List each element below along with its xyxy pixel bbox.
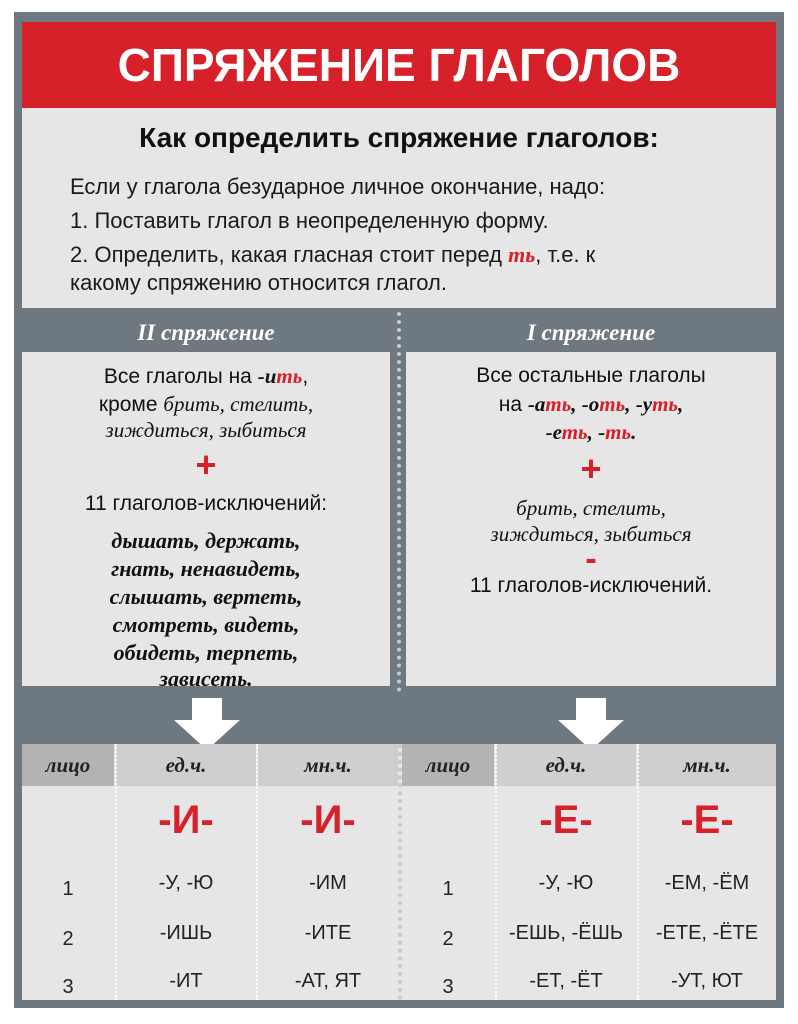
left-rule-ending-vowel: -и xyxy=(257,364,277,388)
left-exception-line-3: слышать, вертеть, xyxy=(109,584,303,609)
table-center-divider xyxy=(398,744,402,1000)
table-cell-ii-sg-2: -ИШЬ xyxy=(159,922,213,944)
table-cell-ii-pl-2: -ИТЕ xyxy=(304,922,352,944)
intro-ending-highlight: ть xyxy=(508,242,536,267)
left-except-words-1: брить, стелить, xyxy=(163,392,314,416)
table-header-singular-ii: ед.ч. xyxy=(116,744,256,786)
right-words-1: брить, стелить, xyxy=(516,496,666,520)
left-except-prefix: кроме xyxy=(98,393,164,416)
left-rule-ending-suffix: ть xyxy=(276,364,303,388)
left-exception-line-6: зависеть. xyxy=(159,666,253,691)
intro-heading: Как определить спряжение глаголов: xyxy=(139,122,659,153)
intro-line-1: Если у глагола безударное личное окончание, надо: xyxy=(70,174,606,199)
left-rule-line xyxy=(22,364,390,389)
right-endings-prefix: на xyxy=(498,393,528,416)
right-ending-e-sep: , xyxy=(587,420,599,444)
left-exception-line-4: смотреть, видеть, xyxy=(112,612,300,637)
table-person-2-ii: 2 xyxy=(62,928,74,950)
arrow-down-icon xyxy=(556,698,626,750)
right-ending-o-vowel: -о xyxy=(581,392,600,416)
right-ending-u-sep: , xyxy=(678,392,684,416)
right-ending-a-suffix: ть xyxy=(545,392,572,416)
table-person-2-i: 2 xyxy=(442,928,454,950)
right-ending-o-suffix: ть xyxy=(599,392,626,416)
right-ending-t-sep: . xyxy=(631,420,637,444)
table-header-singular-i: ед.ч. xyxy=(496,744,636,786)
right-endings-line-1 xyxy=(406,392,776,417)
table-cell-i-pl-2: -ЕТЕ, -ЁТЕ xyxy=(655,922,759,944)
left-except-line xyxy=(22,392,390,417)
right-ending-t-dash: - xyxy=(598,420,606,444)
right-minus-sign: - xyxy=(585,540,597,578)
table-cell-ii-sg-1: -У, -Ю xyxy=(158,872,214,894)
right-exceptions-count: 11 глаголов-исключений. xyxy=(469,574,713,597)
left-column-body xyxy=(22,352,390,691)
column-divider xyxy=(397,312,401,692)
right-endings-line-2 xyxy=(406,420,776,445)
table-person-1-i: 1 xyxy=(442,878,454,900)
right-plus-sign: + xyxy=(580,448,602,489)
left-column-header: II спряжение xyxy=(137,320,275,345)
table-cell-ii-pl-3: -АТ, ЯТ xyxy=(294,970,362,992)
intro-line-4: какому спряжению относится глагол. xyxy=(70,270,447,295)
right-column-header: I спряжение xyxy=(526,320,656,345)
left-rule-prefix: Все глаголы на xyxy=(103,365,258,388)
vowel-i-singular: -Е- xyxy=(539,798,593,842)
right-ending-u-suffix: ть xyxy=(652,392,678,416)
right-rule-line: Все остальные глаголы xyxy=(476,364,706,387)
right-column-body xyxy=(406,352,776,686)
right-words-2: зиждиться, зыбиться xyxy=(490,522,692,546)
table-cell-ii-pl-1: -ИМ xyxy=(309,872,347,894)
left-except-words-2: зиждиться, зыбиться xyxy=(105,418,307,442)
left-exception-line-2: гнать, ненавидеть, xyxy=(111,556,301,581)
right-ending-a-sep: , xyxy=(571,392,582,416)
intro-panel xyxy=(22,108,776,308)
table-cell-i-sg-3: -ЕТ, -ЁТ xyxy=(529,970,603,992)
right-ending-t-suffix: ть xyxy=(605,420,632,444)
right-ending-u-vowel: -у xyxy=(635,392,653,416)
intro-line-3-tail: , т.е. к xyxy=(535,242,596,267)
table-header-person-i: лицо xyxy=(402,744,494,786)
right-ending-a-vowel: -а xyxy=(527,392,546,416)
table-cell-i-pl-1: -ЕМ, -ЁМ xyxy=(664,872,750,894)
table-cell-i-sg-1: -У, -Ю xyxy=(538,872,594,894)
left-rule-comma: , xyxy=(302,365,309,388)
poster-title: СПРЯЖЕНИЕ ГЛАГОЛОВ xyxy=(22,22,776,108)
table-person-3-ii: 3 xyxy=(62,976,74,998)
table-header-plural-ii: мн.ч. xyxy=(258,744,398,786)
table-cell-ii-sg-3: -ИТ xyxy=(169,970,203,992)
intro-line-2: 1. Поставить глагол в неопределенную форму. xyxy=(70,208,549,233)
table-cell-i-pl-3: -УТ, ЮТ xyxy=(671,970,743,992)
table-cell-i-sg-2: -ЕШЬ, -ЁШЬ xyxy=(508,922,624,944)
right-ending-e-vowel: -е xyxy=(545,420,562,444)
vowel-ii-plural: -И- xyxy=(300,798,356,842)
table-person-3-i: 3 xyxy=(442,976,454,998)
left-exception-line-1: дышать, держать, xyxy=(111,528,301,553)
left-exception-line-5: обидеть, терпеть, xyxy=(113,640,299,665)
right-ending-o-sep: , xyxy=(625,392,636,416)
table-person-1-ii: 1 xyxy=(62,878,74,900)
vowel-i-plural: -Е- xyxy=(680,798,734,842)
vowel-ii-singular: -И- xyxy=(158,798,214,842)
table-header-person-ii: лицо xyxy=(22,744,114,786)
endings-table xyxy=(22,744,776,1000)
right-ending-e-suffix: ть xyxy=(561,420,588,444)
left-plus-sign: + xyxy=(195,444,217,485)
left-exceptions-count: 11 глаголов-исключений: xyxy=(84,492,328,515)
arrow-down-icon xyxy=(172,698,242,750)
poster-frame xyxy=(14,12,784,1008)
table-header-plural-i: мн.ч. xyxy=(638,744,776,786)
intro-line-3-text: 2. Определить, какая гласная стоит перед xyxy=(70,242,509,267)
intro-line-3 xyxy=(70,242,595,268)
